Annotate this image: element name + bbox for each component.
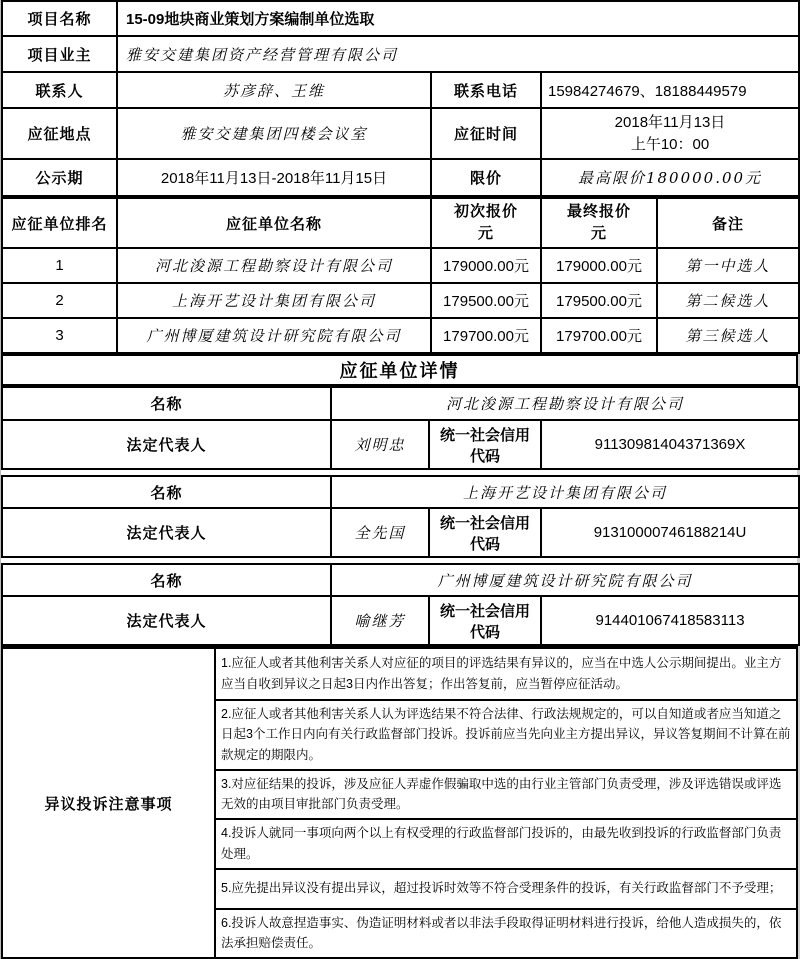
details-section-title: 应征单位详情 [2,355,797,385]
complaints-section [1,646,798,959]
credit-code-value: 91130981404371369X [541,420,799,469]
detail-table [1,563,800,646]
unit-name-cell: 河北浚源工程勘察设计有限公司 [117,248,431,283]
contact-value: 苏彦辞、王维 [117,72,431,108]
table-row [2,248,799,283]
detail-name-value: 河北浚源工程勘察设计有限公司 [331,387,799,420]
list-item: 3.对应征结果的投诉，涉及应征人弄虚作假骗取中选的由行业主管部门负责受理，涉及评选错误或评选无效的由项目审批部门负责受理。 [216,771,796,821]
list-item: 2.应征人或者其他利害关系人认为评选结果不符合法律、行政法规规定的，可以自知道或者应当知道之日起3个工作日内向有关行政监督部门投诉。投诉前应当先向业主方提出异议，异议答复期间不计算在前款规定的期限内。 [216,701,796,771]
list-item: 1.应征人或者其他利害关系人对应征的项目的评选结果有异议的，应当在中选人公示期间提出。业主方应当自收到异议之日起3日内作出答复；作出答复前，应当暂停应征活动。 [216,649,796,701]
credit-code-label: 统一社会信用代码 [429,420,541,469]
initial-offer-cell: 179000.00元 [431,248,541,283]
detail-name-value: 上海开艺设计集团有限公司 [331,476,799,508]
final-offer-cell: 179500.00元 [541,283,657,318]
price-limit-label: 限价 [431,159,541,196]
details-title-table [1,354,798,386]
unit-name-cell: 广州博厦建筑设计研究院有限公司 [117,318,431,353]
rank-cell: 2 [2,283,117,318]
legal-rep-label: 法定代表人 [2,420,331,469]
credit-code-label: 统一社会信用代码 [429,596,541,645]
legal-rep-label: 法定代表人 [2,508,331,557]
final-offer-cell: 179000.00元 [541,248,657,283]
publicity-period-label: 公示期 [2,159,117,196]
list-item: 6.投诉人故意捏造事实、伪造证明材料或者以非法手段取得证明材料进行投诉，给他人造成损失的，依法承担赔偿责任。 [221,915,782,950]
price-limit-value: 最高限价180000.00元 [541,159,799,196]
credit-code-value: 91310000746188214U [541,508,799,557]
project-owner-label: 项目业主 [2,36,117,72]
project-name-value: 15-09地块商业策划方案编制单位选取 [117,1,799,36]
table-row [2,283,799,318]
legal-rep-value: 刘明忠 [331,420,429,469]
legal-rep-value: 全先国 [331,508,429,557]
detail-rep-row [2,420,799,469]
final-offer-cell: 179700.00元 [541,318,657,353]
credit-code-value: 914401067418583113 [541,596,799,645]
initial-offer-cell: 179500.00元 [431,283,541,318]
remark-cell: 第三候选人 [657,318,799,353]
time-value-hour: 上午10：00 [630,135,710,153]
detail-name-row [2,564,799,596]
complaints-label: 异议投诉注意事项 [3,649,216,957]
publicity-period-value: 2018年11月13日-2018年11月15日 [117,159,431,196]
detail-name-value: 广州博厦建筑设计研究院有限公司 [331,564,799,596]
remark-cell: 第一中选人 [657,248,799,283]
legal-rep-label: 法定代表人 [2,596,331,645]
venue-value: 雅安交建集团四楼会议室 [117,108,431,159]
credit-code-label: 统一社会信用代码 [429,508,541,557]
project-owner-value: 雅安交建集团资产经营管理有限公司 [117,36,799,72]
initial-offer-cell: 179700.00元 [431,318,541,353]
detail-table [1,386,800,470]
row-project-name [2,1,799,36]
row-publicity-period [2,159,799,196]
detail-rep-row [2,508,799,557]
remark-cell: 第二候选人 [657,283,799,318]
ranking-header-row [2,198,799,248]
complaints-items [216,649,796,957]
contact-phone-value: 15984274679、18188449579 [541,72,799,108]
unit-name-cell: 上海开艺设计集团有限公司 [117,283,431,318]
detail-name-label: 名称 [2,387,331,420]
rank-cell: 1 [2,248,117,283]
detail-name-label: 名称 [2,476,331,508]
row-contact [2,72,799,108]
list-item: 4.投诉人就同一事项向两个以上有权受理的行政监督部门投诉的，由最先收到投诉的行政监督部门负责处理。 [216,820,796,870]
initial-offer-column-header: 初次报价 元 [431,198,541,248]
venue-label: 应征地点 [2,108,117,159]
unit-name-column-header: 应征单位名称 [117,198,431,248]
remark-column-header: 备注 [657,198,799,248]
detail-name-row [2,476,799,508]
detail-rep-row [2,596,799,645]
detail-table [1,475,800,558]
legal-rep-value: 喻继芳 [331,596,429,645]
final-offer-column-header: 最终报价 元 [541,198,657,248]
time-value [541,108,799,159]
rank-cell: 3 [2,318,117,353]
contact-phone-label: 联系电话 [431,72,541,108]
list-item: 5.应先提出异议没有提出异议，超过投诉时效等不符合受理条件的投诉，有关行政监督部门不予受理； [216,870,796,910]
ranking-table [1,197,800,354]
detail-name-label: 名称 [2,564,331,596]
time-label: 应征时间 [431,108,541,159]
rank-column-header: 应征单位排名 [2,198,117,248]
contact-label: 联系人 [2,72,117,108]
table-row [2,318,799,353]
project-info-table [1,0,800,197]
project-name-label: 项目名称 [2,1,117,36]
row-venue [2,108,799,159]
detail-name-row [2,387,799,420]
time-value-date: 2018年11月13日 [614,113,726,131]
row-project-owner [2,36,799,72]
